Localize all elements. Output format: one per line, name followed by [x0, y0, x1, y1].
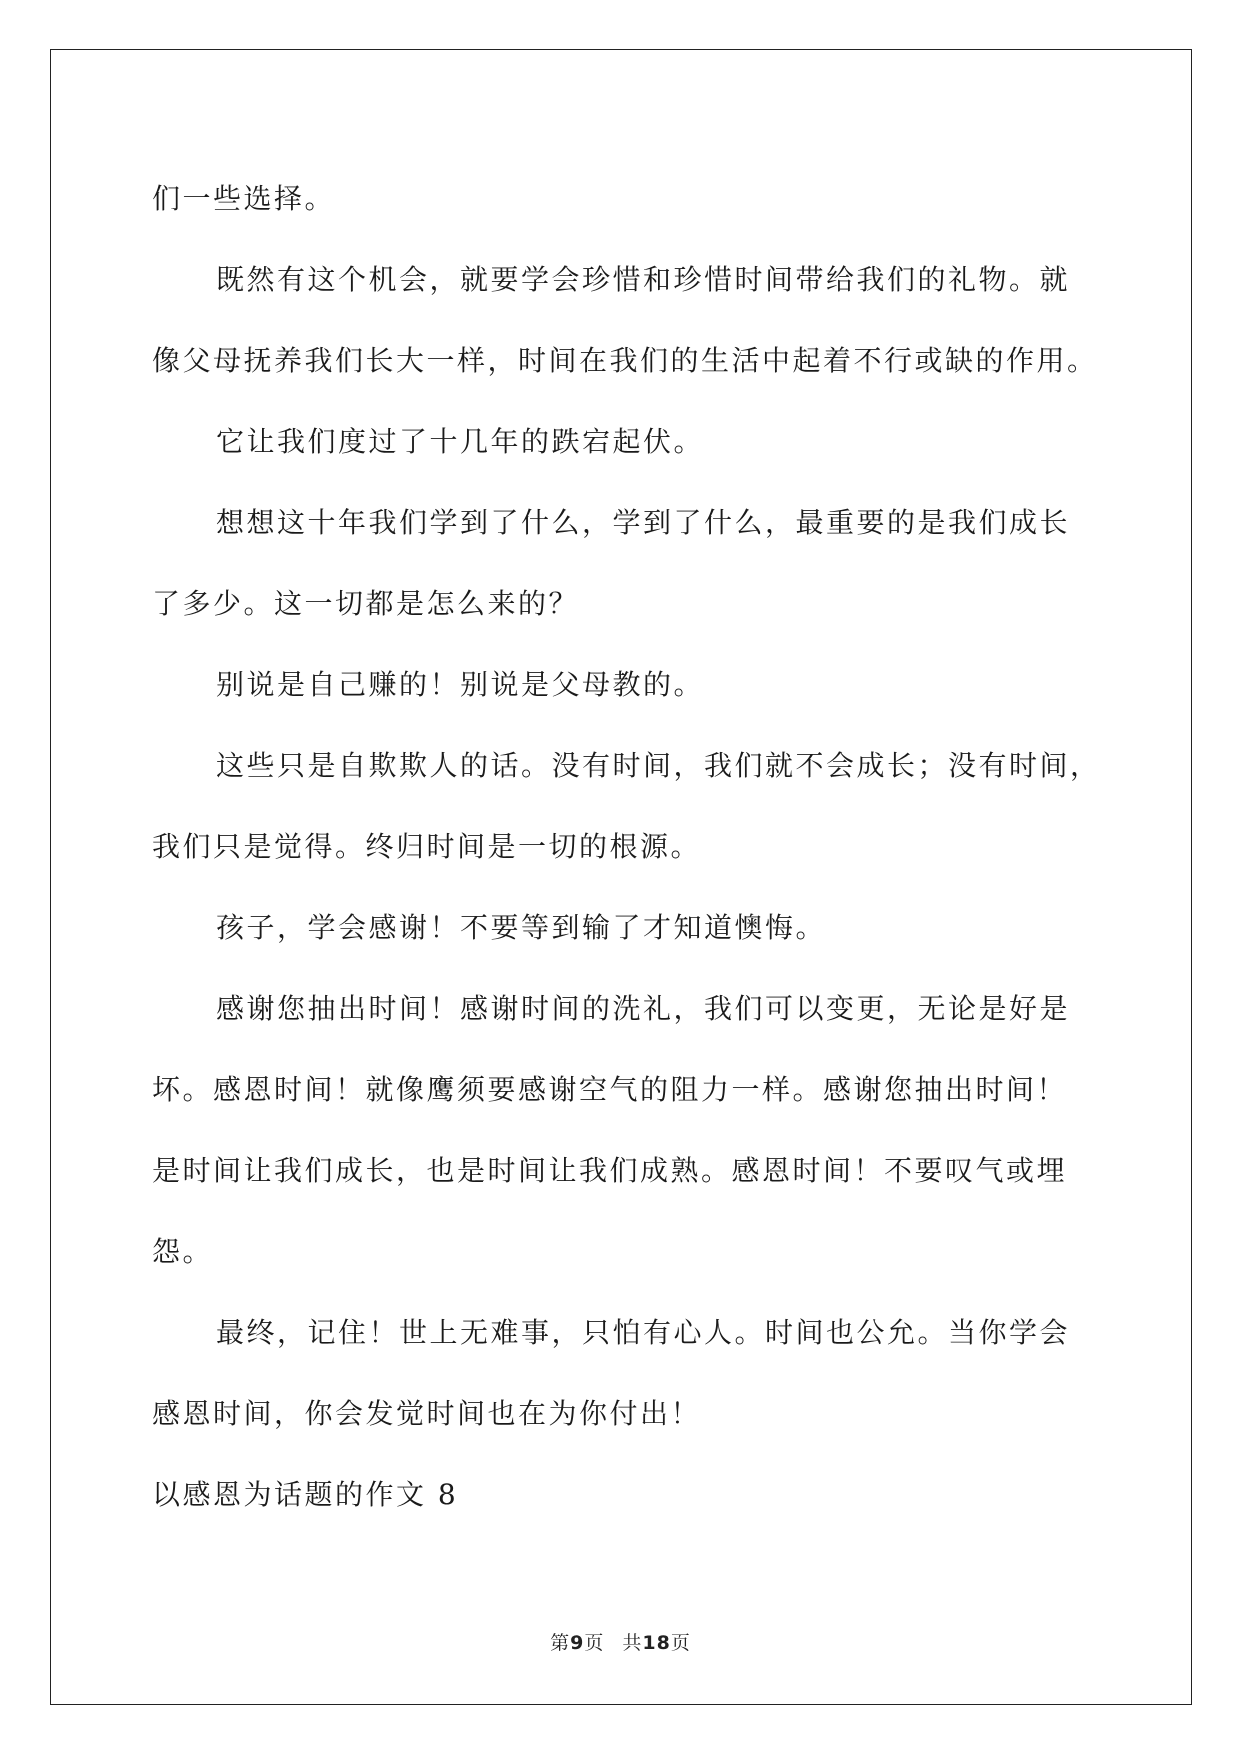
text-line: 既然有这个机会，就要学会珍惜和珍惜时间带给我们的礼物。就	[216, 263, 1071, 296]
section-heading: 以感恩为话题的作文 8	[152, 1478, 459, 1511]
total-page-count: 18	[642, 1632, 671, 1654]
text-line: 感谢您抽出时间！感谢时间的洗礼，我们可以变更，无论是好是	[216, 992, 1071, 1025]
text-line: 我们只是觉得。终归时间是一切的根源。	[152, 830, 702, 863]
text-line: 感恩时间，你会发觉时间也在为你付出！	[152, 1397, 702, 1430]
text-line: 它让我们度过了十几年的跌宕起伏。	[216, 425, 705, 458]
text-line: 是时间让我们成长，也是时间让我们成熟。感恩时间！不要叹气或埋	[152, 1154, 1068, 1187]
document-body	[152, 158, 1101, 1535]
current-page-number: 9	[570, 1632, 585, 1654]
text-line: 怨。	[152, 1235, 214, 1268]
footer-page-suffix: 页	[584, 1632, 605, 1654]
text-line: 们一些选择。	[152, 182, 336, 215]
footer-total-prefix: 共	[622, 1632, 643, 1654]
footer-total-suffix: 页	[670, 1632, 691, 1654]
text-line: 想想这十年我们学到了什么，学到了什么，最重要的是我们成长	[216, 506, 1071, 539]
text-line: 了多少。这一切都是怎么来的？	[152, 587, 580, 620]
text-line: 像父母抚养我们长大一样，时间在我们的生活中起着不行或缺的作用。	[152, 344, 1098, 377]
footer-prefix: 第	[550, 1632, 571, 1654]
page-footer	[0, 1628, 1241, 1655]
text-line: 别说是自己赚的！别说是父母教的。	[216, 668, 705, 701]
text-line: 这些只是自欺欺人的话。没有时间，我们就不会成长；没有时间，	[216, 749, 1101, 782]
text-line: 孩子，学会感谢！不要等到输了才知道懊悔。	[216, 911, 827, 944]
text-line: 坏。感恩时间！就像鹰须要感谢空气的阻力一样。感谢您抽出时间！	[152, 1073, 1068, 1106]
text-line: 最终，记住！世上无难事，只怕有心人。时间也公允。当你学会	[216, 1316, 1071, 1349]
